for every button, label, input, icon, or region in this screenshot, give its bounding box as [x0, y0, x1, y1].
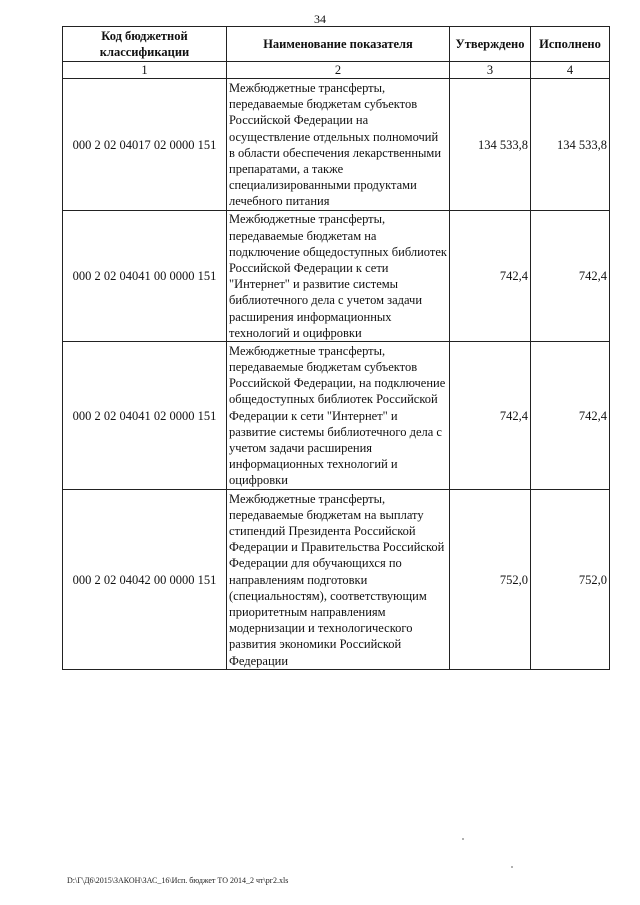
row-approved: 742,4: [450, 211, 531, 342]
row-code: 000 2 02 04042 00 0000 151: [63, 490, 227, 670]
row-executed: 752,0: [531, 490, 610, 670]
header-name: Наименование показателя: [227, 27, 450, 62]
row-code: 000 2 02 04017 02 0000 151: [63, 79, 227, 211]
row-executed: 742,4: [531, 342, 610, 490]
column-number-row: [63, 62, 610, 79]
column-number: 3: [450, 62, 531, 79]
scan-speck: [462, 838, 464, 840]
row-code: 000 2 02 04041 00 0000 151: [63, 211, 227, 342]
row-executed: 134 533,8: [531, 79, 610, 211]
row-name: Межбюджетные трансферты, передаваемые бюджетам на выплату стипендий Президента Российской Федерации и Правительства Российской Федерации для обучающихся по направлениям подготовки (специальностям), соответствующим приоритетным направлениям модернизации и технологического развития экономики Российской Федерации: [227, 490, 450, 670]
row-name: Межбюджетные трансферты, передаваемые бюджетам субъектов Российской Федерации, на подключение общедоступных библиотек Российской Федерации к сети "Интернет" и развитие системы библиотечного дела с учетом задачи расширения информационных технологий и оцифровки: [227, 342, 450, 490]
row-code: 000 2 02 04041 02 0000 151: [63, 342, 227, 490]
row-name: Межбюджетные трансферты, передаваемые бюджетам субъектов Российской Федерации на осуществление отдельных полномочий в области обеспечения лекарственными препаратами, а также специализированными продуктами лечебного питания: [227, 79, 450, 211]
budget-table: [62, 26, 610, 670]
row-approved: 742,4: [450, 342, 531, 490]
header-code: Код бюджетной классификации: [63, 27, 227, 62]
row-approved: 752,0: [450, 490, 531, 670]
table-row: [63, 342, 610, 490]
column-number: 2: [227, 62, 450, 79]
table-row: [63, 211, 610, 342]
header-approved: Утверждено: [450, 27, 531, 62]
row-approved: 134 533,8: [450, 79, 531, 211]
table-row: [63, 79, 610, 211]
row-name: Межбюджетные трансферты, передаваемые бюджетам на подключение общедоступных библиотек Российской Федерации к сети "Интернет" и развитие системы библиотечного дела с учетом задачи расширения информационных технологий и оцифровки: [227, 211, 450, 342]
column-number: 4: [531, 62, 610, 79]
column-number: 1: [63, 62, 227, 79]
scan-speck: [511, 866, 513, 868]
page-number: 34: [314, 12, 326, 26]
header-row: [63, 27, 610, 62]
header-executed: Исполнено: [531, 27, 610, 62]
table-row: [63, 490, 610, 670]
row-executed: 742,4: [531, 211, 610, 342]
file-path-footer: D:\Г\Д6\2015\ЗАКОН\ЗАС_16\Исп. бюджет ТО 2014_2 чт\рг2.xls: [67, 876, 289, 885]
